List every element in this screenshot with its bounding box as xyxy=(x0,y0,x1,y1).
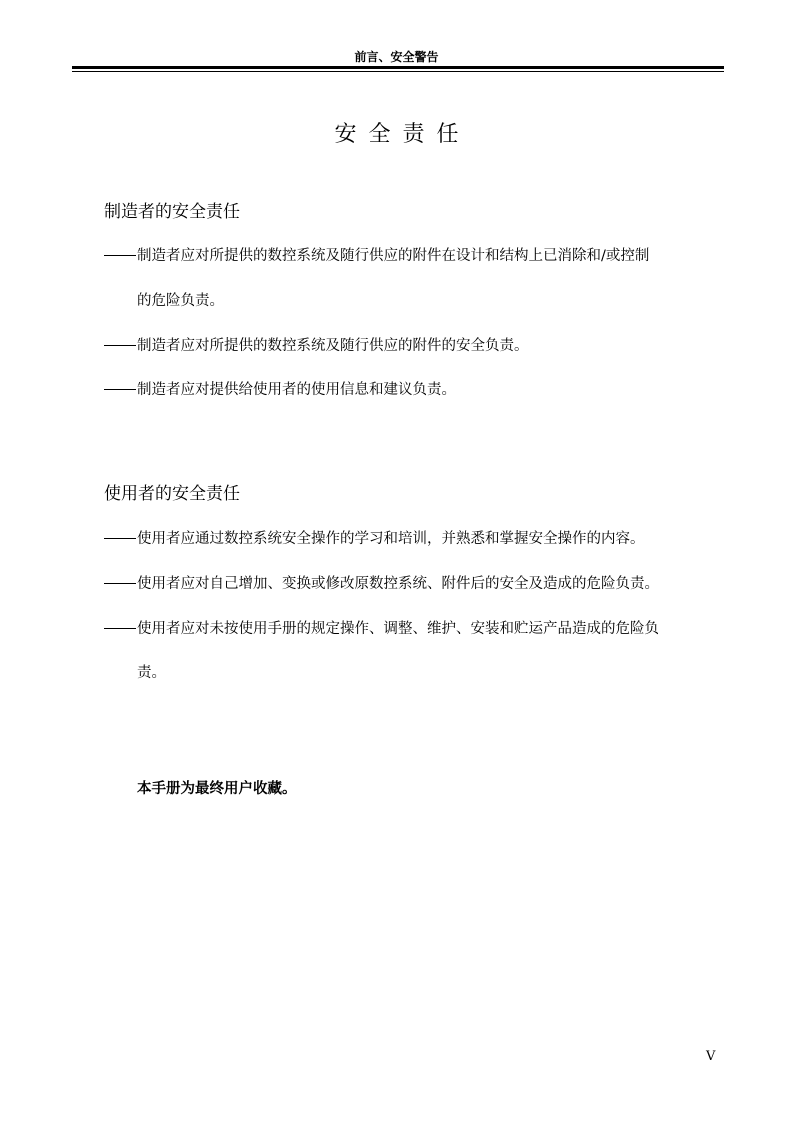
em-dash-marker xyxy=(104,389,136,390)
user-item-3 xyxy=(104,619,659,639)
section-heading-user: 使用者的安全责任 xyxy=(104,484,240,504)
item-text: 使用者应通过数控系统安全操作的学习和培训，并熟悉和掌握安全操作的内容。 xyxy=(137,531,645,547)
manufacturer-item-1 xyxy=(104,246,649,266)
user-item-3-continuation: 责。 xyxy=(137,665,166,681)
item-text: 使用者应对自己增加、变换或修改原数控系统、附件后的安全及造成的危险负责。 xyxy=(137,576,659,592)
manufacturer-item-3 xyxy=(104,380,456,400)
em-dash-marker xyxy=(104,538,136,539)
em-dash-marker xyxy=(104,628,136,629)
manufacturer-item-1-continuation: 的危险负责。 xyxy=(137,293,224,309)
em-dash-marker xyxy=(104,255,136,256)
header-rule-thick xyxy=(72,66,724,69)
item-text: 使用者应对未按使用手册的规定操作、调整、维护、安装和贮运产品造成的危险负 xyxy=(137,621,659,637)
em-dash-marker xyxy=(104,345,136,346)
section-heading-manufacturer: 制造者的安全责任 xyxy=(104,202,240,222)
page-number: V xyxy=(706,1049,716,1064)
item-text: 制造者应对所提供的数控系统及随行供应的附件的安全负责。 xyxy=(137,338,529,354)
user-item-1 xyxy=(104,529,645,549)
collection-note: 本手册为最终用户收藏。 xyxy=(137,781,297,797)
page-title: 安全责任 xyxy=(334,122,471,147)
running-header: 前言、安全警告 xyxy=(354,50,439,64)
item-text: 制造者应对所提供的数控系统及随行供应的附件在设计和结构上已消除和/或控制 xyxy=(137,248,650,264)
header-rule-thin xyxy=(72,71,724,72)
em-dash-marker xyxy=(104,583,136,584)
user-item-2 xyxy=(104,574,659,594)
manufacturer-item-2 xyxy=(104,336,529,356)
item-text: 制造者应对提供给使用者的使用信息和建议负责。 xyxy=(137,382,456,398)
